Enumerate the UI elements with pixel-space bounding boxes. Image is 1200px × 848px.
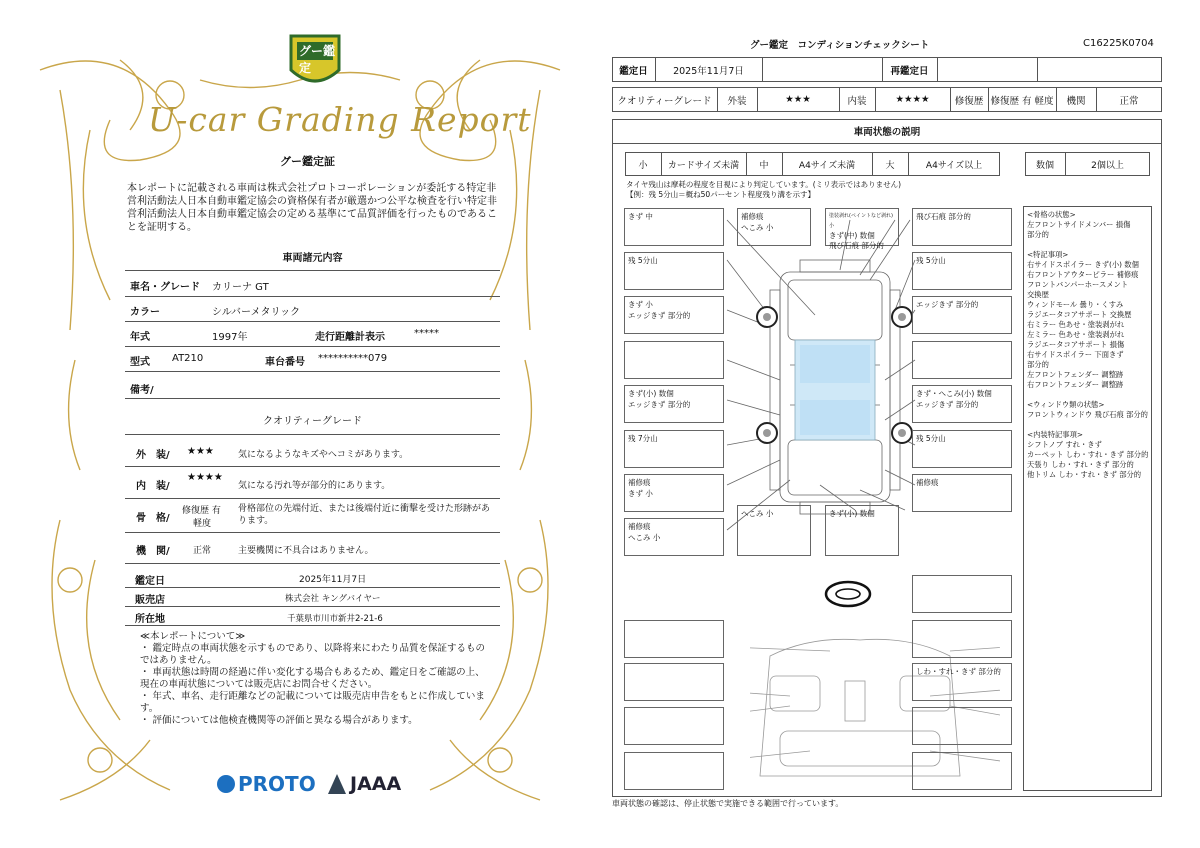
tire-note-1: タイヤ残山は摩耗の程度を目視により判定しています。(ミリ表示ではありません) <box>626 180 902 189</box>
size-large-desc: A4サイズ以上 <box>925 160 983 171</box>
sheet-title: グー鑑定 コンディションチェックシート <box>750 40 930 51</box>
footer-note: 車両状態の確認は、停止状態で実施できる範囲で行っています。 <box>612 799 844 808</box>
damage-text: 補修痕 <box>628 478 651 487</box>
notes-line: 左ミラー 色あせ・塗装剥がれ <box>1027 330 1125 339</box>
notes-line: 右サイドスポイラー きず(小) 数個 <box>1027 260 1139 269</box>
damage-text: きず 小 <box>628 300 653 309</box>
goo-badge-logo <box>287 32 343 92</box>
damage-box-left-1 <box>624 208 724 246</box>
notes-item: ・ 鑑定時点の車両状態を示すものであり、以降将来にわたり品質を保証するものではありません。 <box>140 643 486 666</box>
notes-line: 交換歴 <box>1027 290 1049 299</box>
notes-line: フロントウィンドウ 飛び石痕 部分的 <box>1027 410 1148 419</box>
divider <box>125 321 500 322</box>
quality-title: クオリティーグレード <box>263 416 362 427</box>
certificate-text: 本レポートに記載される車両は株式会社プロトコーポレーションが委託する特定非営利活動法人日本自動車鑑定協会の資格保有者が厳選かつ公平な検査を行い特定非営利活動法人日本自動車鑑定協会の定める基準にて品質評価を行ったものであることを証明する。 <box>127 183 497 233</box>
notes-item: ・ 評価については他検査機関等の評価と異なる場合があります。 <box>140 715 418 726</box>
notes-line: 右フロントアウターピラー 補修痕 <box>1027 270 1139 279</box>
damage-box-left-8 <box>624 518 724 556</box>
report-notes <box>140 631 490 727</box>
divider <box>125 532 500 533</box>
steering-box <box>912 575 1012 613</box>
proto-mark-icon <box>217 775 235 793</box>
model-label: 型式 <box>130 357 150 368</box>
interior-box-right-3 <box>912 707 1012 745</box>
desc-title: 車両状態の説明 <box>853 127 921 138</box>
proto-logo <box>217 770 316 798</box>
spec-title: 車両諸元内容 <box>282 253 343 264</box>
remarks-label: 備考/ <box>130 385 154 396</box>
damage-text: きず 中 <box>628 212 653 221</box>
damage-box-left-4 <box>624 341 724 379</box>
interior-box-right-2 <box>912 663 1012 701</box>
notes-line <box>1027 420 1152 430</box>
notes-line: <特記事項> <box>1027 250 1069 259</box>
notes-line: <内装特記事項> <box>1027 430 1084 439</box>
damage-box-right-4 <box>912 341 1012 379</box>
divider <box>612 143 1162 144</box>
frame-value-2: 軽度 <box>193 519 212 529</box>
damage-text: エッジきず 部分的 <box>916 300 979 309</box>
damage-text: 補修痕 <box>916 478 939 487</box>
damage-box-left-2 <box>624 252 724 290</box>
interior-box-left-2 <box>624 663 724 701</box>
notes-line: 部分的 <box>1027 230 1049 239</box>
quality-label: クオリティーグレード <box>617 95 712 107</box>
frame-label: 骨 格/ <box>136 513 170 524</box>
model-value: AT210 <box>172 353 204 364</box>
jaaa-mark-icon <box>328 774 346 794</box>
damage-box-bottom-2 <box>825 505 899 556</box>
damage-text: エッジきず 部分的 <box>628 311 691 320</box>
notes-line: フロントバンパーホースメント <box>1027 280 1129 289</box>
divider <box>125 398 500 399</box>
damage-text: きず(小) 数個 <box>628 389 674 398</box>
interior-label: 内装 <box>847 95 867 107</box>
damage-text: きず(中) 数個 <box>829 231 875 240</box>
count-desc: 2個以上 <box>1091 160 1124 171</box>
notes-line: 右ミラー 色あせ・塗装剥がれ <box>1027 320 1125 329</box>
engine-value: 正常 <box>193 546 212 556</box>
exterior-stars: ★★★ <box>187 446 214 457</box>
name-value: カリーナ GT <box>212 282 269 293</box>
notes-line: 右フロントフェンダー 調整跡 <box>1027 380 1124 389</box>
redate-label: 再鑑定日 <box>890 65 929 77</box>
year-value: 1997年 <box>212 332 248 343</box>
color-value: シルバーメタリック <box>212 307 301 318</box>
damage-text: きず・へこみ(小) 数個 <box>916 389 992 398</box>
date-value: 2025年11月7日 <box>673 65 744 77</box>
divider <box>125 434 500 435</box>
date-label: 鑑定日 <box>135 576 165 587</box>
damage-box-top-1 <box>737 208 811 246</box>
tire-note-2: 【例：残 5分山＝概ね50パーセント程度残り溝を示す】 <box>626 190 816 199</box>
divider <box>125 587 500 588</box>
damage-box-left-6 <box>624 430 724 468</box>
interior-box-left-4 <box>624 752 724 790</box>
date-value: 2025年11月7日 <box>299 575 367 585</box>
divider <box>125 563 500 564</box>
frame-value-1: 修復歴 有 <box>182 506 221 516</box>
interior-text: 気になる汚れ等が部分的にあります。 <box>238 481 391 491</box>
divider <box>125 625 500 626</box>
notes-line <box>1027 240 1152 250</box>
certificate-title: グー鑑定証 <box>280 155 335 168</box>
engine-text: 主要機関に不具合はありません。 <box>238 546 374 556</box>
notes-line: ラジエータコアサポート 交換歴 <box>1027 310 1132 319</box>
damage-text: へこみ 小 <box>741 509 774 518</box>
damage-text: 補修痕 <box>741 212 764 221</box>
damage-text: へこみ 小 <box>741 223 774 232</box>
damage-text: 残 5分山 <box>628 256 658 265</box>
damage-text: 残 5分山 <box>916 256 946 265</box>
damage-text: きず 小 <box>628 489 653 498</box>
interior-stars: ★★★★ <box>895 94 930 105</box>
size-mid: 中 <box>759 160 769 171</box>
damage-text: しわ・すれ・きず 部分的 <box>916 667 1001 676</box>
name-label: 車名・グレード <box>130 282 200 293</box>
divider <box>125 371 500 372</box>
address-label: 所在地 <box>135 614 165 625</box>
condition-check-sheet <box>600 0 1200 848</box>
jaaa-logo-text: JAAA <box>350 773 402 795</box>
chassis-value: **********079 <box>318 353 388 364</box>
damage-box-right-7 <box>912 474 1012 512</box>
notes-line: 天張り しわ・すれ・きず 部分的 <box>1027 460 1134 469</box>
notes-line: 左フロントフェンダー 調整跡 <box>1027 370 1124 379</box>
frame-text: 骨格部位の先端付近、または後端付近に衝撃を受けた形跡があります。 <box>238 504 491 526</box>
interior-box-right-4 <box>912 752 1012 790</box>
interior-box-left-3 <box>624 707 724 745</box>
chassis-label: 車台番号 <box>265 357 305 368</box>
proto-logo-text: PROTO <box>238 772 316 796</box>
notes-line: ラジエータコアサポート 損傷 <box>1027 340 1125 349</box>
shop-value: 株式会社 キングバイヤー <box>285 594 381 604</box>
damage-text: 飛び石痕 部分的 <box>829 241 884 250</box>
interior-label: 内 装/ <box>136 481 170 492</box>
exterior-label: 外装 <box>727 95 747 107</box>
damage-box-top-2 <box>825 208 899 250</box>
address-value: 千葉県市川市新井2-21-6 <box>287 614 383 624</box>
damage-box-right-6 <box>912 430 1012 468</box>
notes-line: 部分的 <box>1027 360 1049 369</box>
damage-text: 補修痕 <box>628 522 651 531</box>
interior-box-left-1 <box>624 620 724 658</box>
repair-label: 修復歴 <box>954 95 984 107</box>
size-large: 大 <box>885 160 895 171</box>
engine-value: 正常 <box>1119 95 1139 107</box>
report-script-title: U-car Grading Report <box>148 100 532 139</box>
notes-item: ・ 年式、車名、走行距離などの記載については販売店申告をもとに作成しています。 <box>140 691 485 714</box>
engine-label: 機関 <box>1066 95 1086 107</box>
damage-text: エッジきず 部分的 <box>628 400 691 409</box>
notes-line <box>1027 390 1152 400</box>
sheet-id: C16225K0704 <box>1083 38 1154 49</box>
shop-label: 販売店 <box>135 595 165 606</box>
damage-text: へこみ 小 <box>628 533 661 542</box>
notes-list <box>1027 210 1152 480</box>
jaaa-logo <box>328 770 401 798</box>
damage-box-right-1 <box>912 208 1012 246</box>
year-label: 年式 <box>130 332 150 343</box>
date-label: 鑑定日 <box>619 65 648 77</box>
engine-label: 機 関/ <box>136 546 170 557</box>
damage-box-bottom-1 <box>737 505 811 556</box>
exterior-stars: ★★★ <box>785 94 811 105</box>
interior-box-right-1 <box>912 620 1012 658</box>
notes-line: 他トリム しわ・すれ・きず 部分的 <box>1027 470 1142 479</box>
divider <box>937 57 938 82</box>
damage-text: きず(小) 数個 <box>829 509 875 518</box>
divider <box>125 466 500 467</box>
size-small: 小 <box>638 160 648 171</box>
divider <box>125 498 500 499</box>
notes-line: カーペット しわ・すれ・きず 部分的 <box>1027 450 1149 459</box>
damage-text: 塗装剥れ(ペイントなど剥れ) 小 <box>829 213 893 229</box>
notes-line: シフトノブ すれ・きず <box>1027 440 1102 449</box>
divider <box>125 606 500 607</box>
damage-text: 飛び石痕 部分的 <box>916 212 971 221</box>
size-mid-desc: A4サイズ未満 <box>798 160 856 171</box>
notes-title: ≪本レポートについて≫ <box>140 631 246 642</box>
divider <box>125 296 500 297</box>
badge-text: グー鑑定 <box>299 44 336 75</box>
mileage-label: 走行距離計表示 <box>315 332 385 343</box>
damage-box-right-5 <box>912 385 1012 423</box>
notes-line: ウィンドモール 曇り・くすみ <box>1027 300 1124 309</box>
mileage-value: ***** <box>414 328 439 339</box>
exterior-text: 気になるようなキズやヘコミがあります。 <box>238 450 409 460</box>
damage-box-left-3 <box>624 296 724 334</box>
count-label: 数個 <box>1035 160 1054 171</box>
damage-text: 残 7分山 <box>628 434 658 443</box>
damage-box-left-5 <box>624 385 724 423</box>
repair-value: 修復歴 有 軽度 <box>990 95 1054 107</box>
damage-text: エッジきず 部分的 <box>916 400 979 409</box>
size-small-desc: カードサイズ未満 <box>667 160 740 171</box>
damage-box-right-2 <box>912 252 1012 290</box>
damage-text: 残 5分山 <box>916 434 946 443</box>
color-label: カラー <box>130 307 160 318</box>
interior-stars: ★★★★ <box>187 472 223 483</box>
divider <box>125 270 500 271</box>
divider <box>762 57 763 82</box>
notes-line: 右サイドスポイラー 下面きず <box>1027 350 1124 359</box>
notes-item: ・ 車両状態は時間の経過に伴い変化する場合もあるため、鑑定日をご確認の上、現在の車両状態については販売店にお問合せください。 <box>140 667 485 690</box>
divider <box>1037 57 1038 82</box>
notes-line: <ウィンドウ類の状態> <box>1027 400 1105 409</box>
damage-box-left-7 <box>624 474 724 512</box>
notes-line: <骨格の状態> <box>1027 210 1076 219</box>
divider <box>125 346 500 347</box>
exterior-label: 外 装/ <box>136 450 170 461</box>
notes-line: 左フロントサイドメンバー 損傷 <box>1027 220 1131 229</box>
damage-box-right-3 <box>912 296 1012 334</box>
